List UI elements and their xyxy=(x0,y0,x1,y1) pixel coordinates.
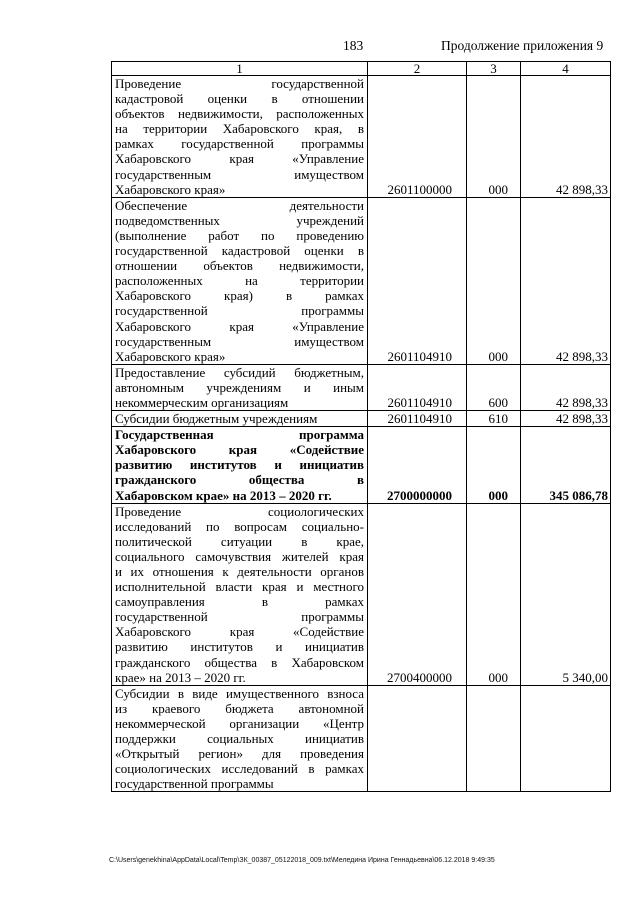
column-number: 2 xyxy=(368,62,467,76)
description-line: самоуправления в рамках xyxy=(115,594,364,610)
expense-type-code: 000 xyxy=(467,427,521,503)
table-row xyxy=(112,364,611,410)
description-line: отношении объектов недвижимости, xyxy=(115,258,364,274)
description-line: Хабаровского края «Управление xyxy=(115,318,364,334)
description-line: Предоставление субсидий бюджетным, xyxy=(115,364,364,380)
description-line: развитию институтов и инициатив xyxy=(115,457,364,473)
description-line: Хабаровского края) в рамках xyxy=(115,288,364,304)
target-article-code xyxy=(368,685,467,792)
column-number: 3 xyxy=(467,62,521,76)
table-row xyxy=(112,685,611,792)
description-line: развитию институтов и инициатив xyxy=(115,639,364,655)
table-row xyxy=(112,197,611,364)
expense-type-code: 000 xyxy=(467,197,521,364)
description-line: социального самочувствия жителей края xyxy=(115,548,364,564)
description-line: Государственная программа xyxy=(115,427,364,443)
description-line: Субсидии бюджетным учреждениям xyxy=(115,411,318,427)
expenditure-description xyxy=(112,411,368,427)
amount-value: 345 086,78 xyxy=(521,427,611,503)
description-line: Хабаровского края «Содействие xyxy=(115,624,364,640)
amount-value: 42 898,33 xyxy=(521,197,611,364)
description-line: Обеспечение деятельности xyxy=(115,197,364,213)
expenditure-description xyxy=(112,503,368,685)
target-article-code: 2601100000 xyxy=(368,76,467,198)
description-line: расположенных на территории xyxy=(115,273,364,289)
expense-type-code: 000 xyxy=(467,76,521,198)
description-line: «Открытый регион» для проведения xyxy=(115,746,364,762)
description-line: из краевого бюджета автономной xyxy=(115,700,364,716)
expense-type-code: 000 xyxy=(467,503,521,685)
description-line: политической ситуации в крае, xyxy=(115,533,364,549)
column-number: 1 xyxy=(112,62,368,76)
table-row xyxy=(112,411,611,427)
description-line: Хабаровского края» xyxy=(115,181,226,197)
target-article-code: 2700400000 xyxy=(368,503,467,685)
description-line: исследований по вопросам социально- xyxy=(115,518,364,534)
description-line: государственной программы xyxy=(115,303,364,319)
description-line: на территории Хабаровского края, в xyxy=(115,121,364,137)
expenditure-description xyxy=(112,197,368,364)
page-number: 183 xyxy=(343,38,364,53)
appendix-continuation-label: Продолжение приложения 9 xyxy=(441,38,604,53)
description-line: объектов недвижимости, расположенных xyxy=(115,106,364,122)
amount-value: 42 898,33 xyxy=(521,364,611,410)
description-line: государственной кадастровой оценки в xyxy=(115,243,364,259)
description-line: крае» на 2013 – 2020 гг. xyxy=(115,669,246,685)
expenditure-description xyxy=(112,364,368,410)
description-line: гражданского общества в Хабаровском xyxy=(115,654,364,670)
description-line: некоммерческой организации «Центр xyxy=(115,715,364,731)
description-line: гражданского общества в xyxy=(115,472,364,488)
description-line: государственным имуществом xyxy=(115,166,364,182)
description-line: государственной программы xyxy=(115,776,274,792)
expense-type-code: 600 xyxy=(467,364,521,410)
expenditure-description xyxy=(112,685,368,792)
description-line: Хабаровского края» xyxy=(115,348,226,364)
description-line: Проведение социологических xyxy=(115,503,364,519)
amount-value: 5 340,00 xyxy=(521,503,611,685)
description-line: рамках государственной программы xyxy=(115,136,364,152)
expenditure-description xyxy=(112,76,368,198)
description-line: (выполнение работ по проведению xyxy=(115,227,364,243)
description-line: социологических исследований в рамках xyxy=(115,761,364,777)
description-line: автономным учреждениям и иным xyxy=(115,379,364,395)
description-line: Хабаровском крае» на 2013 – 2020 гг. xyxy=(115,487,332,503)
file-path-footer: C:\Users\genekhina\AppData\Local\Temp\ЗК_00387_05122018_009.txt\Меледина Ирина Геннадьевна\06.12.2018 9:49:35 xyxy=(109,857,495,864)
description-line: Проведение государственной xyxy=(115,76,364,91)
description-line: кадастровой оценки в отношении xyxy=(115,91,364,107)
target-article-code: 2601104910 xyxy=(368,364,467,410)
table-row xyxy=(112,76,611,198)
amount-value xyxy=(521,685,611,792)
target-article-code: 2601104910 xyxy=(368,197,467,364)
description-line: подведомственных учреждений xyxy=(115,212,364,228)
description-line: государственным имуществом xyxy=(115,333,364,349)
description-line: Хабаровского края «Содействие xyxy=(115,442,364,458)
expense-type-code: 610 xyxy=(467,411,521,427)
amount-value: 42 898,33 xyxy=(521,76,611,198)
amount-value: 42 898,33 xyxy=(521,411,611,427)
column-number: 4 xyxy=(521,62,611,76)
description-line: и их отношения к деятельности органов xyxy=(115,564,364,579)
page-header xyxy=(0,38,640,58)
budget-table xyxy=(111,61,611,792)
description-line: государственной программы xyxy=(115,609,364,625)
table-row xyxy=(112,503,611,685)
description-line: поддержки социальных инициатив xyxy=(115,731,364,747)
expenditure-description xyxy=(112,427,368,503)
description-line: Субсидии в виде имущественного взноса xyxy=(115,685,364,701)
target-article-code: 2700000000 xyxy=(368,427,467,503)
target-article-code: 2601104910 xyxy=(368,411,467,427)
description-line: некоммерческим организациям xyxy=(115,394,289,410)
expense-type-code xyxy=(467,685,521,792)
description-line: Хабаровского края «Управление xyxy=(115,151,364,167)
description-line: исполнительной власти края и местного xyxy=(115,579,364,595)
table-row xyxy=(112,427,611,503)
column-number-row xyxy=(112,62,611,76)
